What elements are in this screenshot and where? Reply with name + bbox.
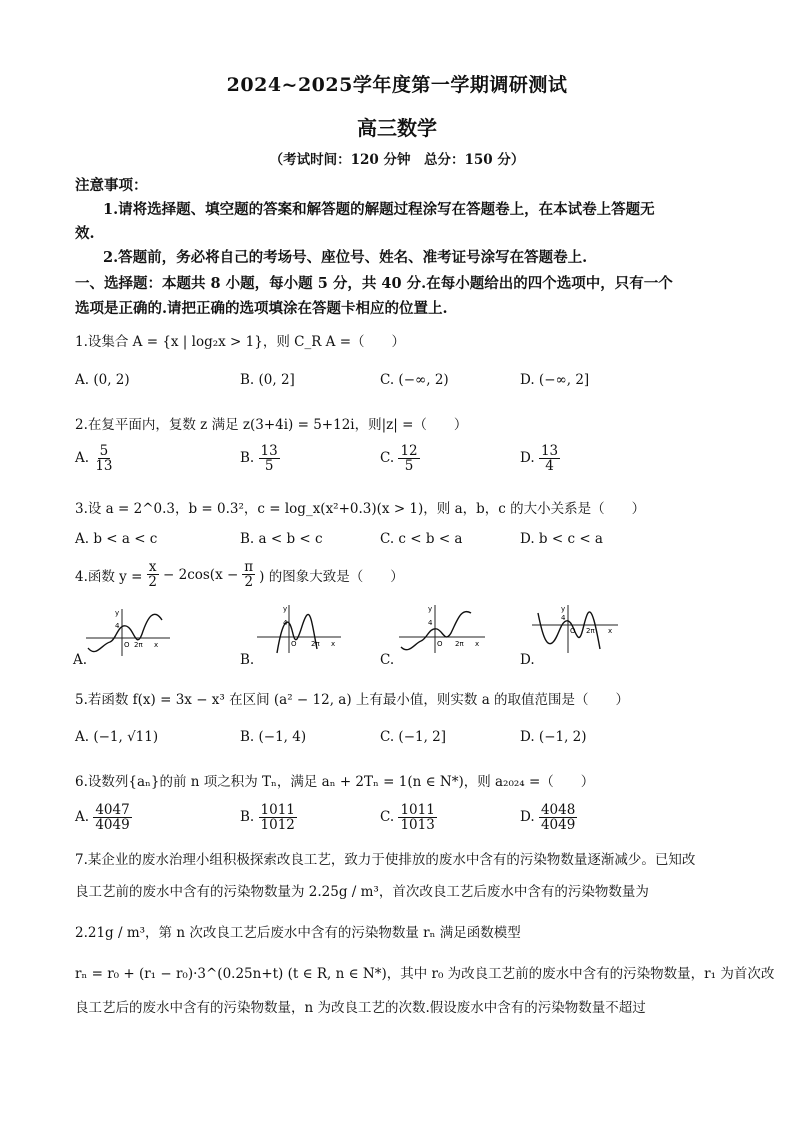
tick-4-label: 4 [115,622,120,630]
question-4-option-c-label: C. [380,652,395,668]
numerator: π [244,559,254,575]
question-2-option-b [240,444,280,473]
question-4-stem [75,560,404,589]
stem-prefix: 4.函数 y = [75,568,143,585]
question-5-option-b: B. (−1, 4) [240,729,307,745]
x-label: x [154,641,159,649]
origin-label: O [570,627,576,635]
notes-item-1-line2: 效. [75,225,95,242]
denominator: 2 [148,574,157,591]
graph-option-b [255,603,347,655]
question-7-line5: 良工艺后的废水中含有的污染物数量，n 为改良工艺的次数.假设废水中含有的污染物数量不超过 [75,1000,646,1016]
question-6-option-b [240,803,297,832]
question-1-option-b: B. (0, 2] [240,372,295,388]
denominator: 4 [545,458,554,475]
tick-2pi-label: 2π [455,640,464,648]
x-label: x [608,627,613,635]
origin-label: O [124,641,130,649]
question-3-option-b: B. a < b < c [240,531,323,547]
denominator: 4049 [540,817,576,834]
fraction [93,444,114,473]
denominator: 1012 [260,817,295,834]
question-7-line3: 2.21g / m³，第 n 次改良工艺后废水中含有的污染物数量 rₙ 满足函数模型 [75,925,521,941]
option-label: D. [520,809,535,826]
question-4-option-d-label: D. [520,652,535,668]
numerator: 13 [260,443,278,459]
question-1-option-c: C. (−∞, 2) [380,372,449,388]
question-6-stem: 6.设数列{aₙ}的前 n 项之积为 Tₙ，满足 aₙ + 2Tₙ = 1(n ∈ N*)，则 a₂₀₂₄ =（ ） [75,774,595,790]
question-3-option-a: A. b < a < c [75,531,158,547]
question-1-option-a: A. (0, 2) [75,372,130,388]
question-5-option-c: C. (−1, 2] [380,729,447,745]
numerator: 1011 [400,802,435,818]
fraction [398,444,419,473]
tick-2pi-label: 2π [311,640,320,648]
denominator: 1013 [400,817,435,834]
question-2-option-d [520,444,560,473]
stem-middle: − 2cos(x − [163,566,239,583]
question-7-line4: rₙ = r₀ + (r₁ − r₀)·3^(0.25n+t) (t ∈ R, n ∈ N*)，其中 r₀ 为改良工艺前的废水中含有的污染物数量，r₁ 为首次改 [75,966,775,982]
option-label: A. [75,450,90,467]
question-4-option-b-label: B. [240,652,255,668]
question-2-option-c [380,444,420,473]
y-label: y [428,605,433,613]
option-label: D. [520,450,535,467]
question-7-line1: 7.某企业的废水治理小组积极探索改良工艺，致力于使排放的废水中含有的污染物数量逐渐减少。已知改 [75,852,696,868]
question-3-option-c: C. c < b < a [380,531,463,547]
y-label: y [283,605,288,613]
tick-2pi-label: 2π [134,641,143,649]
fraction [259,803,297,832]
numerator: 1011 [260,802,295,818]
denominator: 5 [404,458,414,475]
question-2-option-a [75,444,115,473]
fraction [259,444,280,473]
option-label: A. [75,809,90,826]
x-label: x [475,640,480,648]
question-6-option-c [380,803,437,832]
numerator: 4048 [540,802,576,818]
denominator: 4049 [95,817,130,834]
section-1-instruction-line1: 一、选择题：本题共 8 小题，每小题 5 分，共 40 分.在每小题给出的四个选项中，只有一个 [75,275,673,292]
tick-4-label: 4 [561,614,566,622]
numerator: 4047 [95,802,130,818]
numerator: x [148,559,157,575]
tick-4-label: 4 [283,619,288,627]
graph-option-d [530,603,622,655]
origin-label: O [291,640,297,648]
fraction [539,444,560,473]
tick-4-label: 4 [428,619,433,627]
fraction [93,803,131,832]
graph-option-a [82,606,174,658]
exam-subject: 高三数学 [357,116,437,140]
question-5-option-a: A. (−1, √11) [75,729,159,745]
question-5-stem: 5.若函数 f(x) = 3x − x³ 在区间 (a² − 12, a) 上有最小值，则实数 a 的取值范围是（ ） [75,692,630,708]
question-1-option-d: D. (−∞, 2] [520,372,590,388]
question-6-option-a [75,803,132,832]
fraction [398,803,436,832]
option-label: C. [380,809,395,826]
denominator: 5 [264,458,274,475]
denominator: 13 [95,458,113,475]
question-3-option-d: D. b < c < a [520,531,603,547]
origin-label: O [437,640,443,648]
denominator: 2 [244,574,254,591]
fraction [539,803,577,832]
fraction-pi-over-2 [242,560,255,589]
option-label: C. [380,450,395,467]
graph-option-c [397,603,489,655]
notes-item-1-line1: 1.请将选择题、填空题的答案和解答题的解题过程涂写在答题卷上，在本试卷上答题无 [103,201,655,218]
exam-title: 2024~2025学年度第一学期调研测试 [226,74,568,96]
y-label: y [115,609,120,617]
question-7-line2: 良工艺前的废水中含有的污染物数量为 2.25g / m³，首次改良工艺后废水中含有的污染物数量为 [75,884,649,900]
numerator: 12 [400,443,418,459]
question-1-stem: 1.设集合 A = {x | log₂x > 1}，则 C_R A =（ ） [75,334,406,350]
notes-heading: 注意事项： [75,177,148,194]
notes-item-2: 2.答题前，务必将自己的考场号、座位号、姓名、准考证号涂写在答题卷上. [103,249,588,266]
numerator: 5 [99,443,109,459]
question-6-option-d [520,803,577,832]
numerator: 13 [540,443,559,459]
stem-suffix: ) 的图象大致是（ ） [259,568,404,585]
question-5-option-d: D. (−1, 2) [520,729,587,745]
section-1-instruction-line2: 选项是正确的.请把正确的选项填涂在答题卡相应的位置上. [75,300,448,317]
fraction-x-over-2 [146,560,159,589]
question-4-option-a-label: A. [73,652,88,668]
x-label: x [331,640,336,648]
tick-2pi-label: 2π [586,627,595,635]
y-label: y [561,605,566,613]
question-3-stem: 3.设 a = 2^0.3，b = 0.3²，c = log_x(x²+0.3)(x > 1)，则 a，b，c 的大小关系是（ ） [75,501,646,517]
question-2-stem: 2.在复平面内，复数 z 满足 z(3+4i) = 5+12i，则|z| =（ ） [75,417,468,433]
option-label: B. [240,809,255,826]
option-label: B. [240,450,255,467]
exam-info: （考试时间：120 分钟 总分：150 分） [269,152,525,168]
